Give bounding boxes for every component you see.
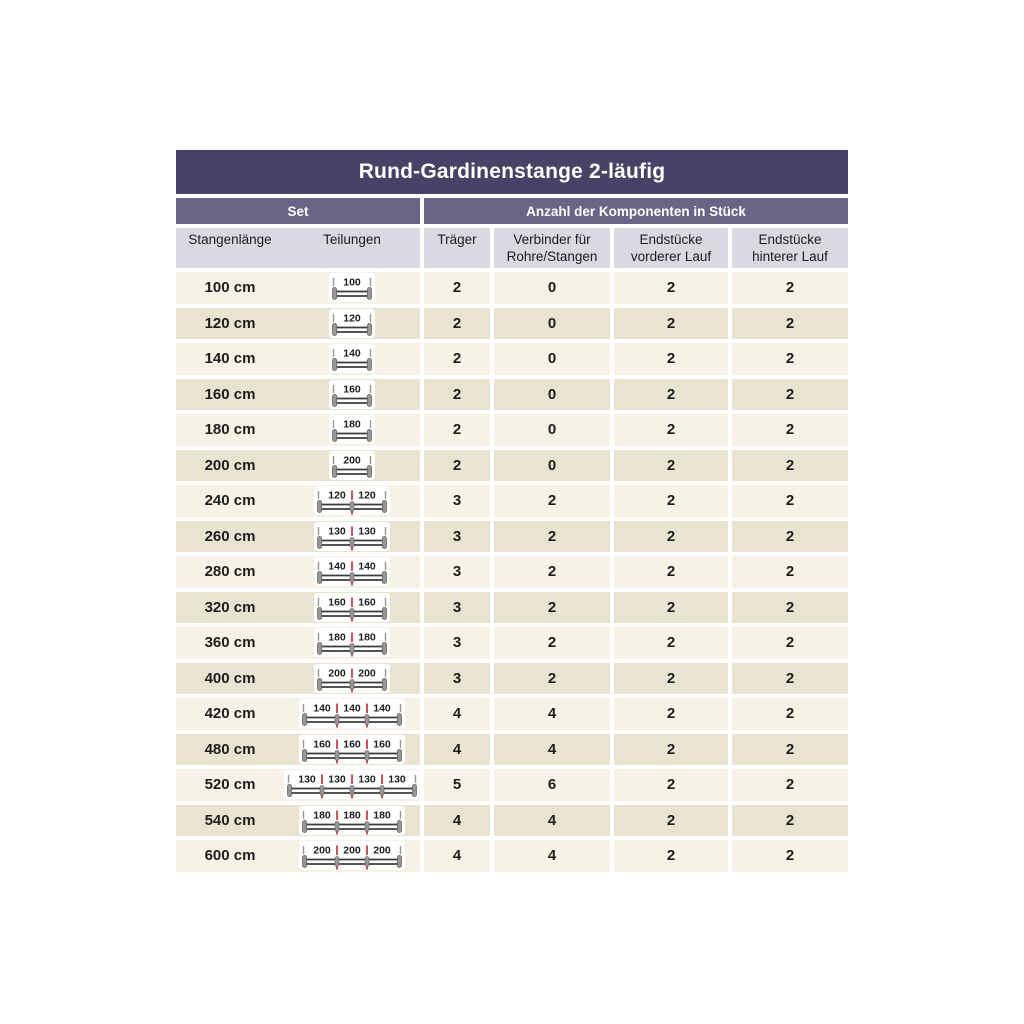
rod-diagram	[284, 593, 420, 622]
verbinder-value: 6	[494, 769, 610, 801]
verbinder-value: 0	[494, 343, 610, 375]
rod-length-value: 400 cm	[204, 669, 256, 687]
endstuecke-vorderer-value: 2	[614, 556, 728, 588]
traeger-value: 3	[424, 663, 490, 695]
endstuecke-vorderer-value: 2	[614, 414, 728, 446]
set-cell	[176, 840, 420, 872]
column-header-stangenlaenge: Stangenlänge	[188, 232, 272, 247]
svg-text:130: 130	[358, 525, 376, 538]
column-header-traeger: Träger	[424, 228, 490, 268]
svg-text:140: 140	[313, 702, 331, 715]
verbinder-value: 2	[494, 627, 610, 659]
rod-length-value: 180 cm	[204, 421, 256, 439]
endstuecke-vorderer-value: 2	[614, 840, 728, 872]
rod-diagram	[284, 344, 420, 373]
endstuecke-vorderer-value: 2	[614, 450, 728, 482]
verbinder-value: 2	[494, 592, 610, 624]
rod-segments-icon	[329, 415, 375, 444]
endstuecke-hinterer-value: 2	[732, 272, 848, 304]
svg-text:180: 180	[328, 631, 346, 644]
svg-text:200: 200	[328, 667, 346, 680]
verbinder-value: 0	[494, 272, 610, 304]
endstuecke-vorderer-value: 2	[614, 272, 728, 304]
endstuecke-hinterer-value: 2	[732, 698, 848, 730]
product-table	[176, 150, 848, 872]
set-cell	[176, 343, 420, 375]
set-cell	[176, 698, 420, 730]
endstuecke-vorderer-value: 2	[614, 769, 728, 801]
rod-segments-icon	[314, 486, 390, 515]
endstuecke-vorderer-value: 2	[614, 805, 728, 837]
svg-text:160: 160	[313, 738, 331, 751]
set-cell	[176, 663, 420, 695]
rod-diagram	[284, 770, 420, 799]
svg-text:140: 140	[343, 347, 361, 360]
set-cell	[176, 521, 420, 553]
rod-length-value: 600 cm	[204, 847, 256, 865]
rod-segments-icon	[329, 451, 375, 480]
rod-length-value: 520 cm	[204, 776, 256, 794]
endstuecke-hinterer-value: 2	[732, 805, 848, 837]
set-cell	[176, 556, 420, 588]
endstuecke-hinterer-value: 2	[732, 734, 848, 766]
rod-segments-icon	[299, 735, 405, 764]
verbinder-value: 4	[494, 840, 610, 872]
verbinder-value: 0	[494, 414, 610, 446]
rod-diagram	[284, 806, 420, 835]
set-cell	[176, 379, 420, 411]
svg-text:130: 130	[328, 773, 346, 786]
rod-diagram	[284, 735, 420, 764]
svg-text:130: 130	[388, 773, 406, 786]
endstuecke-hinterer-value: 2	[732, 379, 848, 411]
set-cell	[176, 272, 420, 304]
traeger-value: 2	[424, 450, 490, 482]
traeger-value: 3	[424, 485, 490, 517]
endstuecke-vorderer-value: 2	[614, 343, 728, 375]
endstuecke-hinterer-value: 2	[732, 627, 848, 659]
rod-length-value: 140 cm	[204, 350, 256, 368]
traeger-value: 2	[424, 414, 490, 446]
svg-text:130: 130	[358, 773, 376, 786]
endstuecke-vorderer-value: 2	[614, 627, 728, 659]
svg-text:130: 130	[328, 525, 346, 538]
group-header-components: Anzahl der Komponenten in Stück	[424, 198, 848, 224]
endstuecke-hinterer-value: 2	[732, 414, 848, 446]
rod-length-value: 200 cm	[204, 456, 256, 474]
endstuecke-hinterer-value: 2	[732, 485, 848, 517]
rod-diagram	[284, 415, 420, 444]
traeger-value: 2	[424, 308, 490, 340]
rod-length-value: 360 cm	[204, 634, 256, 652]
rod-length-value: 320 cm	[204, 598, 256, 616]
endstuecke-vorderer-value: 2	[614, 485, 728, 517]
set-cell	[176, 805, 420, 837]
traeger-value: 3	[424, 556, 490, 588]
rod-segments-icon	[299, 806, 405, 835]
rod-diagram	[284, 309, 420, 338]
traeger-value: 2	[424, 343, 490, 375]
endstuecke-vorderer-value: 2	[614, 521, 728, 553]
endstuecke-vorderer-value: 2	[614, 592, 728, 624]
traeger-value: 3	[424, 627, 490, 659]
endstuecke-hinterer-value: 2	[732, 521, 848, 553]
column-header-set-group	[176, 228, 420, 268]
rod-diagram	[284, 380, 420, 409]
rod-length-value: 160 cm	[204, 385, 256, 403]
svg-text:160: 160	[343, 383, 361, 396]
column-header-verbinder: Verbinder für Rohre/Stangen	[494, 228, 610, 268]
rod-length-value: 260 cm	[204, 527, 256, 545]
set-cell	[176, 592, 420, 624]
endstuecke-hinterer-value: 2	[732, 450, 848, 482]
column-header-endstuecke-hinterer: Endstücke hinterer Lauf	[732, 228, 848, 268]
rod-length-value: 540 cm	[204, 811, 256, 829]
verbinder-value: 2	[494, 556, 610, 588]
endstuecke-hinterer-value: 2	[732, 343, 848, 375]
traeger-value: 2	[424, 272, 490, 304]
group-header-set: Set	[176, 198, 420, 224]
column-header-endstuecke-vorderer: Endstücke vorderer Lauf	[614, 228, 728, 268]
rod-segments-icon	[329, 380, 375, 409]
set-cell	[176, 450, 420, 482]
traeger-value: 4	[424, 840, 490, 872]
traeger-value: 4	[424, 698, 490, 730]
rod-segments-icon	[299, 841, 405, 870]
rod-diagram	[284, 699, 420, 728]
rod-diagram	[284, 522, 420, 551]
rod-diagram	[284, 273, 420, 302]
svg-text:180: 180	[358, 631, 376, 644]
svg-text:200: 200	[343, 454, 361, 467]
verbinder-value: 4	[494, 698, 610, 730]
rod-segments-icon	[299, 699, 405, 728]
set-cell	[176, 734, 420, 766]
svg-text:180: 180	[313, 809, 331, 822]
rod-segments-icon	[314, 557, 390, 586]
svg-text:200: 200	[313, 844, 331, 857]
set-cell	[176, 308, 420, 340]
traeger-value: 3	[424, 592, 490, 624]
endstuecke-hinterer-value: 2	[732, 663, 848, 695]
endstuecke-vorderer-value: 2	[614, 734, 728, 766]
endstuecke-vorderer-value: 2	[614, 308, 728, 340]
svg-text:200: 200	[343, 844, 361, 857]
verbinder-value: 0	[494, 308, 610, 340]
svg-text:100: 100	[343, 276, 361, 289]
set-cell	[176, 769, 420, 801]
verbinder-value: 4	[494, 734, 610, 766]
rod-segments-icon	[284, 770, 420, 799]
rod-segments-icon	[329, 273, 375, 302]
rod-segments-icon	[314, 664, 390, 693]
endstuecke-vorderer-value: 2	[614, 698, 728, 730]
rod-diagram	[284, 451, 420, 480]
svg-text:140: 140	[343, 702, 361, 715]
rod-length-value: 120 cm	[204, 314, 256, 332]
rod-segments-icon	[314, 593, 390, 622]
rod-segments-icon	[329, 309, 375, 338]
rod-diagram	[284, 557, 420, 586]
svg-text:120: 120	[358, 489, 376, 502]
verbinder-value: 4	[494, 805, 610, 837]
rod-diagram	[284, 628, 420, 657]
rod-diagram	[284, 486, 420, 515]
svg-text:120: 120	[343, 312, 361, 325]
rod-segments-icon	[329, 344, 375, 373]
rod-diagram	[284, 664, 420, 693]
endstuecke-hinterer-value: 2	[732, 308, 848, 340]
rod-length-value: 420 cm	[204, 705, 256, 723]
svg-text:140: 140	[328, 560, 346, 573]
svg-text:200: 200	[358, 667, 376, 680]
endstuecke-hinterer-value: 2	[732, 592, 848, 624]
traeger-value: 3	[424, 521, 490, 553]
svg-text:200: 200	[373, 844, 391, 857]
set-cell	[176, 485, 420, 517]
verbinder-value: 0	[494, 379, 610, 411]
verbinder-value: 2	[494, 521, 610, 553]
traeger-value: 2	[424, 379, 490, 411]
set-cell	[176, 414, 420, 446]
traeger-value: 5	[424, 769, 490, 801]
endstuecke-hinterer-value: 2	[732, 769, 848, 801]
svg-text:140: 140	[358, 560, 376, 573]
svg-text:140: 140	[373, 702, 391, 715]
set-cell	[176, 627, 420, 659]
rod-length-value: 240 cm	[204, 492, 256, 510]
verbinder-value: 2	[494, 663, 610, 695]
rod-length-value: 480 cm	[204, 740, 256, 758]
svg-text:160: 160	[373, 738, 391, 751]
verbinder-value: 0	[494, 450, 610, 482]
verbinder-value: 2	[494, 485, 610, 517]
table-title: Rund-Gardinenstange 2-läufig	[176, 150, 848, 194]
traeger-value: 4	[424, 805, 490, 837]
rod-length-value: 280 cm	[204, 563, 256, 581]
svg-text:160: 160	[328, 596, 346, 609]
svg-text:180: 180	[343, 418, 361, 431]
svg-text:180: 180	[373, 809, 391, 822]
endstuecke-vorderer-value: 2	[614, 663, 728, 695]
svg-text:130: 130	[298, 773, 316, 786]
rod-segments-icon	[314, 628, 390, 657]
svg-text:180: 180	[343, 809, 361, 822]
traeger-value: 4	[424, 734, 490, 766]
svg-text:160: 160	[358, 596, 376, 609]
endstuecke-hinterer-value: 2	[732, 840, 848, 872]
rod-length-value: 100 cm	[204, 279, 256, 297]
endstuecke-vorderer-value: 2	[614, 379, 728, 411]
rod-diagram	[284, 841, 420, 870]
svg-text:160: 160	[343, 738, 361, 751]
svg-text:120: 120	[328, 489, 346, 502]
endstuecke-hinterer-value: 2	[732, 556, 848, 588]
rod-segments-icon	[314, 522, 390, 551]
column-header-teilungen: Teilungen	[323, 232, 381, 247]
